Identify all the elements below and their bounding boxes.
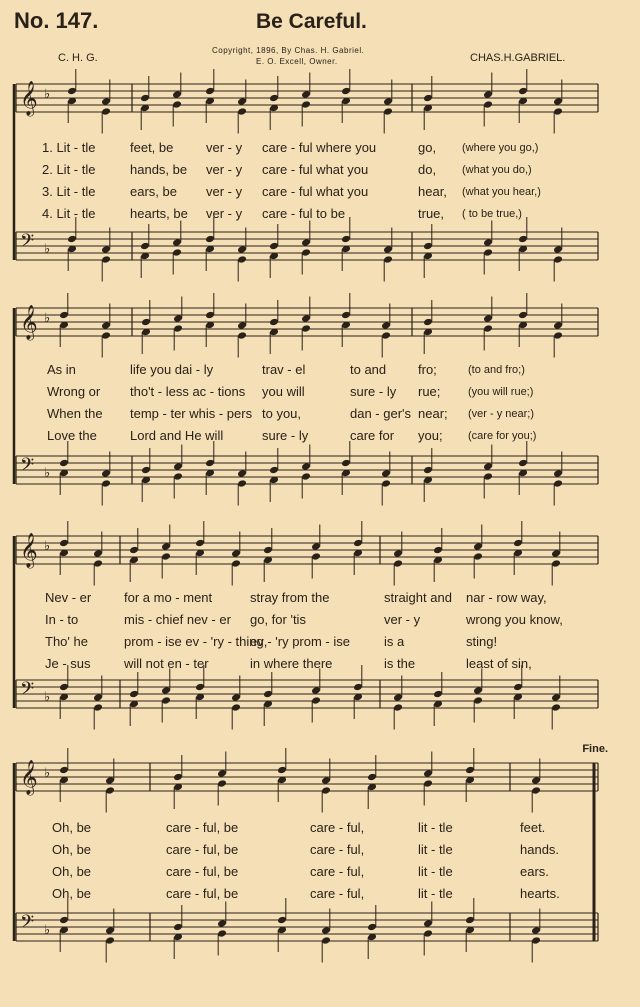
verse-line [0, 162, 640, 184]
lyric-word: 1. Lit - tle [42, 140, 96, 155]
lyric-word: care - ful, be [166, 820, 239, 835]
lyric-word: lit - tle [418, 864, 453, 879]
verse-line [0, 362, 640, 384]
lyric-word: nar - row way, [466, 590, 547, 605]
lyric-word: is a [384, 634, 405, 649]
verse-line [0, 886, 640, 908]
lyric-word: you; [418, 428, 443, 443]
lyric-word: trav - el [262, 362, 306, 377]
hymn-title: Be Careful. [256, 10, 367, 33]
lyric-word: ears, be [130, 184, 177, 199]
lyric-word: Tho' he [45, 634, 88, 649]
lyric-word: temp - ter whis - pers [130, 406, 253, 421]
lyric-word: hearts. [520, 886, 560, 901]
treble-clef: 𝄞 [20, 533, 38, 568]
lyric-word: hands, be [130, 162, 188, 177]
lyric-word: ver - y [384, 612, 421, 627]
lyric-word: 2. Lit - tle [42, 162, 96, 177]
lyric-word: do, [418, 162, 437, 177]
lyric-word: care - ful, [310, 842, 365, 857]
lyric-word: care - ful, be [166, 842, 239, 857]
lyric-word: ver - y [206, 184, 243, 199]
lyric-word: lit - tle [418, 820, 453, 835]
lyric-word: ears. [520, 864, 549, 879]
treble-clef: 𝄞 [20, 305, 38, 340]
treble-clef: 𝄞 [20, 81, 38, 116]
lyric-word: Love the [47, 428, 97, 443]
verse-line [0, 184, 640, 206]
lyric-word: care - ful, [310, 886, 365, 901]
lyric-word: care - ful to be [262, 206, 346, 221]
verse-line [0, 590, 640, 612]
lyric-echo: (you will rue;) [468, 386, 534, 398]
copyright-line-1: Copyright, 1896, By Chas. H. Gabriel. [212, 46, 365, 55]
verse-line [0, 406, 640, 428]
flat-sign: ♭ [44, 923, 51, 938]
lyric-word: care - ful where you [262, 140, 377, 155]
lyric-word: dan - ger's [350, 406, 412, 421]
lyric-word: life you dai - ly [130, 362, 214, 377]
lyric-word: hearts, be [130, 206, 188, 221]
lyric-word: straight and [384, 590, 452, 605]
bass-clef: 𝄢 [20, 231, 35, 256]
lyric-word: Oh, be [52, 864, 92, 879]
lyric-word: ver - y [206, 140, 243, 155]
lyric-word: ver - y [206, 206, 243, 221]
lyric-word: care - ful what you [262, 162, 369, 177]
lyric-echo: (where you go,) [462, 142, 539, 154]
lyricist-initials: C. H. G. [58, 52, 98, 64]
lyric-word: go, for 'tis [250, 612, 306, 627]
flat-sign: ♭ [44, 766, 51, 781]
hymn-number: No. 147. [14, 8, 99, 33]
lyric-word: 4. Lit - tle [42, 206, 96, 221]
flat-sign: ♭ [44, 242, 51, 257]
lyric-word: care - ful, be [166, 886, 239, 901]
verse-line [0, 384, 640, 406]
lyric-word: lit - tle [418, 842, 453, 857]
lyric-word: sure - ly [350, 384, 397, 399]
lyric-word: sure - ly [262, 428, 309, 443]
lyric-word: Lord and He will [130, 428, 224, 443]
lyric-word: hands. [520, 842, 560, 857]
lyric-word: Wrong or [47, 384, 101, 399]
verse-line [0, 842, 640, 864]
lyric-word: to you, [262, 406, 302, 421]
lyric-echo: (ver - y near;) [468, 408, 535, 420]
treble-clef: 𝄞 [20, 760, 38, 795]
lyric-word: mis - chief nev - er [124, 612, 231, 627]
lyric-word: care - ful, be [166, 864, 239, 879]
lyric-word: true, [418, 206, 445, 221]
copyright-line-2: E. O. Excell, Owner. [256, 57, 338, 66]
lyric-word: to and [350, 362, 387, 377]
lyric-word: feet. [520, 820, 546, 835]
lyric-word: ver - y [206, 162, 243, 177]
lyric-word: is the [384, 656, 416, 671]
lyric-word: rue; [418, 384, 441, 399]
lyric-echo: (care for you;) [468, 430, 537, 442]
verse-line [0, 206, 640, 228]
lyric-word: wrong you know, [466, 612, 563, 627]
lyric-word: Oh, be [52, 886, 92, 901]
lyric-word: sting! [466, 634, 498, 649]
verse-line [0, 428, 640, 450]
fine-marking: Fine. [582, 743, 608, 755]
lyric-word: ev - 'ry prom - ise [250, 634, 350, 649]
flat-sign: ♭ [44, 690, 51, 705]
lyric-word: lit - tle [418, 886, 453, 901]
lyric-word: near; [418, 406, 448, 421]
lyric-echo: (what you do,) [462, 164, 532, 176]
flat-sign: ♭ [44, 539, 51, 554]
verse-line [0, 634, 640, 656]
lyric-word: go, [418, 140, 437, 155]
lyric-echo: ( to be true,) [462, 208, 522, 220]
lyric-word: least of sin, [466, 656, 532, 671]
lyric-word: stray from the [250, 590, 330, 605]
verse-line [0, 820, 640, 842]
flat-sign: ♭ [44, 311, 51, 326]
lyric-word: for a mo - ment [124, 590, 213, 605]
lyric-word: Oh, be [52, 842, 92, 857]
lyric-word: prom - ise ev - 'ry - thing, [124, 634, 268, 649]
lyric-word: hear, [418, 184, 447, 199]
lyric-word: In - to [45, 612, 79, 627]
bass-clef: 𝄢 [20, 912, 35, 937]
lyric-word: Nev - er [45, 590, 92, 605]
lyric-word: you will [262, 384, 305, 399]
flat-sign: ♭ [44, 466, 51, 481]
bass-clef: 𝄢 [20, 455, 35, 480]
lyric-word: 3. Lit - tle [42, 184, 96, 199]
verse-line [0, 656, 640, 678]
lyric-word: As in [47, 362, 76, 377]
lyric-word: tho't - less ac - tions [130, 384, 246, 399]
lyric-word: care - ful, [310, 820, 365, 835]
verse-line [0, 612, 640, 634]
lyric-word: in where there [250, 656, 333, 671]
lyric-word: care - ful what you [262, 184, 369, 199]
verse-line [0, 140, 640, 162]
lyric-echo: (what you hear,) [462, 186, 541, 198]
flat-sign: ♭ [44, 87, 51, 102]
lyric-word: will not en - ter [124, 656, 209, 671]
lyric-word: When the [47, 406, 103, 421]
lyric-word: Oh, be [52, 820, 92, 835]
verse-line [0, 864, 640, 886]
composer-credit: CHAS.H.GABRIEL. [470, 52, 566, 64]
lyric-word: fro; [418, 362, 437, 377]
lyric-echo: (to and fro;) [468, 364, 525, 376]
lyric-word: Je - sus [45, 656, 91, 671]
lyric-word: feet, be [130, 140, 174, 155]
lyric-word: care - ful, [310, 864, 365, 879]
bass-clef: 𝄢 [20, 679, 35, 704]
lyric-word: care for [350, 428, 395, 443]
